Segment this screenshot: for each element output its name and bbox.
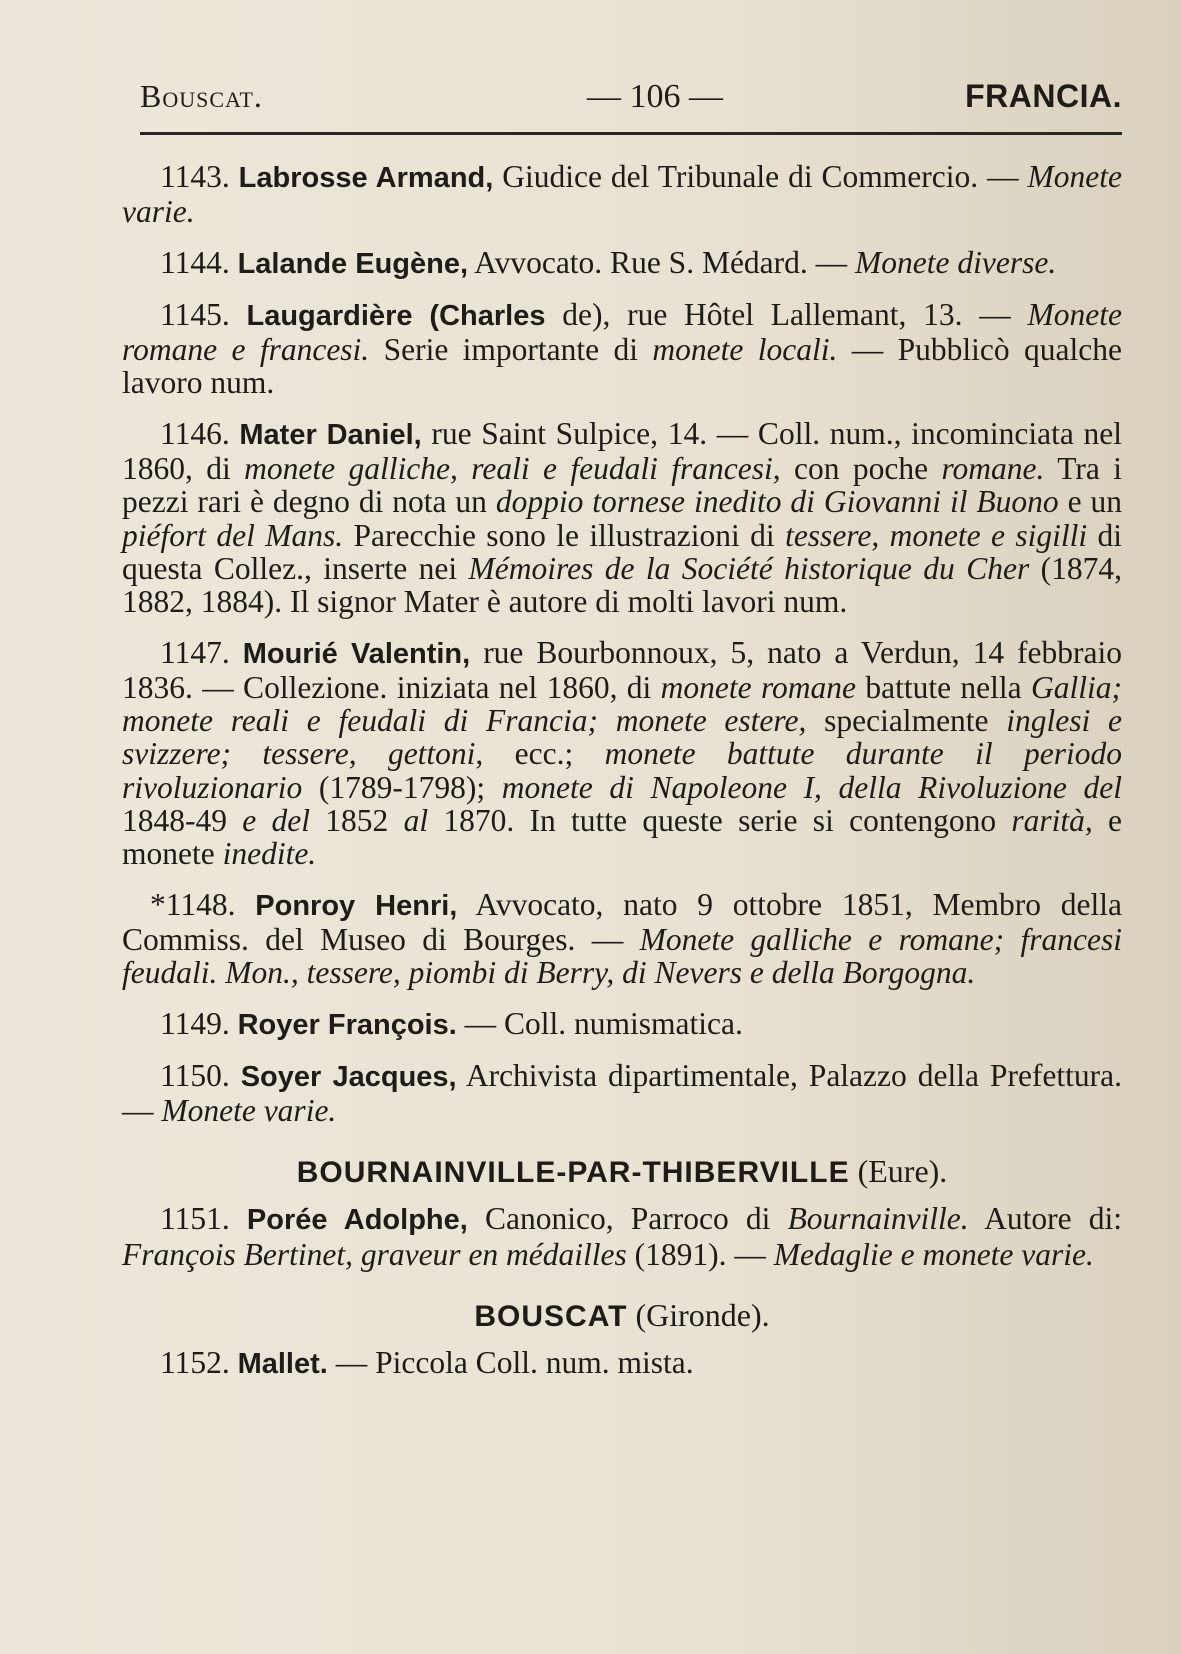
entry-text: Avvocato, nato 9 ottobre 1851, Membro della Commiss. del Museo di Bourges. —: [122, 886, 1123, 957]
entry-text: — Coll. numismatica.: [456, 1005, 743, 1041]
entry-1147: [122, 636, 1122, 871]
entry-italic: doppio tornese inedito di Giovanni il Buono: [495, 484, 1059, 520]
running-head-left: Bouscat.: [140, 78, 263, 114]
entry-italic: Monete romane e francesi.: [122, 296, 1122, 368]
entry-text: Archivista dipartimentale, Palazzo della Prefettura. —: [122, 1057, 1122, 1129]
entry-italic: Monete varie.: [161, 1093, 337, 1129]
section-place: BOUSCAT: [474, 1300, 628, 1334]
entry-italic: monete locali.: [652, 332, 838, 368]
page-number: — 106 —: [587, 78, 723, 115]
running-head-right: FRANCIA.: [965, 78, 1122, 114]
entry-1148: [122, 888, 1122, 990]
entry-text: (1789-1798);: [302, 769, 502, 805]
section-heading-bournainville: [122, 1153, 1122, 1190]
entry-1143: [122, 160, 1122, 229]
entry-number: 1143.: [160, 159, 230, 194]
entry-italic: e del: [242, 803, 311, 839]
entry-number: 1149.: [160, 1005, 230, 1041]
entry-text: 1852: [310, 803, 404, 839]
entry-name: Mater Daniel,: [239, 418, 422, 451]
section-region: (Gironde).: [627, 1297, 770, 1334]
entry-italic: inglesi e svizzere; tessere, gettoni,: [122, 703, 1123, 772]
section-heading-bouscat: [122, 1297, 1122, 1334]
entry-1150: [122, 1059, 1122, 1128]
entry-text: — Piccola Coll. num. mista.: [327, 1345, 694, 1381]
entry-italic: Monete diverse.: [855, 244, 1057, 280]
entry-italic: monete galliche, reali e feudali francesi,: [244, 451, 781, 487]
page-body: [122, 160, 1122, 1398]
page-header: [140, 78, 1122, 128]
entry-number: 1145.: [160, 296, 230, 332]
entry-text: — Pubblicò qualche lavoro num.: [122, 332, 1122, 401]
entry-italic: François Bertinet, graveur en médailles: [122, 1236, 627, 1272]
entry-text: de), rue Hôtel Lallemant, 13. —: [545, 296, 1028, 332]
entry-1151: [122, 1202, 1122, 1271]
entry-text: battute nella: [856, 669, 1031, 705]
entry-1152: [122, 1346, 1122, 1381]
entry-italic: piéfort del Mans.: [122, 517, 344, 553]
entry-text: rue Saint Sulpice, 14. — Coll. num., incominciata nel 1860, di: [122, 415, 1122, 487]
header-rule: [140, 132, 1122, 135]
entry-italic: Medaglie e monete varie.: [773, 1236, 1094, 1272]
entry-italic: monete battute durante il periodo rivoluzionario: [122, 736, 1122, 805]
entry-text: Autore di:: [968, 1201, 1122, 1237]
entry-name: Royer François.: [237, 1008, 457, 1041]
entry-text: 1848-49: [122, 803, 243, 839]
entry-text: Giudice del Tribunale di Commercio. —: [493, 159, 1028, 194]
entry-number: 1144.: [160, 244, 230, 280]
entry-text: Tra i pezzi rari è degno di nota un: [122, 451, 1122, 520]
entry-italic: Gallia; monete reali e feudali di Francia; monete estere,: [122, 669, 1122, 739]
entry-italic: tessere, monete e sigilli: [785, 517, 1088, 553]
entry-text: di questa Collez., inserte nei: [122, 517, 1122, 586]
entry-text: Avvocato. Rue S. Médard. —: [468, 244, 856, 280]
entry-italic: Monete varie.: [122, 159, 1123, 230]
entry-text: con poche: [780, 451, 942, 487]
entry-text: (1891). —: [626, 1236, 774, 1272]
entry-1145: [122, 298, 1122, 400]
entry-text: e monete: [122, 803, 1123, 872]
entry-name: Laugardière (Charles: [246, 299, 546, 332]
entry-text: e un: [1058, 484, 1122, 520]
entry-text: 1870. In tutte queste serie si contengono: [428, 803, 1012, 839]
entry-italic: Mémoires de la Société historique du Cher: [468, 550, 1030, 586]
entry-italic: inedite.: [222, 836, 317, 872]
entry-italic: al: [403, 803, 429, 839]
entry-name: Ponroy Henri,: [255, 889, 458, 922]
entry-number: 1152.: [160, 1345, 230, 1381]
entry-1149: [122, 1007, 1122, 1042]
entry-name: Soyer Jacques,: [240, 1060, 457, 1093]
entry-italic: Bournainville.: [787, 1201, 969, 1237]
entry-1144: [122, 246, 1122, 281]
entry-name: Porée Adolphe,: [246, 1204, 468, 1237]
entry-1146: [122, 417, 1122, 619]
entry-number: 1150.: [160, 1057, 230, 1093]
entry-text: (1874, 1882, 1884). Il signor Mater è autore di molti lavori num.: [122, 550, 1122, 620]
entry-italic: rarità,: [1011, 803, 1093, 839]
entry-name: Mallet.: [237, 1348, 328, 1381]
section-place: BOURNAINVILLE-PAR-THIBERVILLE: [296, 1156, 850, 1190]
entry-name: Lalande Eugène,: [237, 247, 469, 280]
entry-number: 1146.: [160, 415, 230, 451]
entry-italic: romane.: [941, 451, 1045, 487]
entry-italic: Monete galliche e romane; francesi feudali. Mon., tessere, piombi di Berry, di Nevers e della Borgogna.: [122, 921, 1122, 991]
entry-number: *1148.: [150, 886, 236, 922]
entry-number: 1151.: [160, 1201, 230, 1237]
section-region: (Eure).: [849, 1153, 948, 1190]
entry-number: 1147.: [160, 634, 230, 670]
entry-italic: monete di Napoleone I, della Rivoluzione del: [501, 769, 1122, 805]
entry-name: Labrosse Armand,: [238, 162, 494, 194]
entry-text: Serie importante di: [369, 332, 653, 368]
entry-text: rue Bourbonnoux, 5, nato a Verdun, 14 febbraio 1836. — Collezione. iniziata nel 1860, di: [122, 634, 1123, 705]
entry-italic: monete romane: [660, 669, 857, 705]
entry-text: Parecchie sono le illustrazioni di: [343, 517, 786, 553]
entry-text: Canonico, Parroco di: [467, 1201, 788, 1237]
entry-text: specialmente: [806, 703, 1007, 739]
entry-name: Mourié Valentin,: [242, 637, 471, 670]
entry-text: ecc.;: [483, 736, 605, 772]
